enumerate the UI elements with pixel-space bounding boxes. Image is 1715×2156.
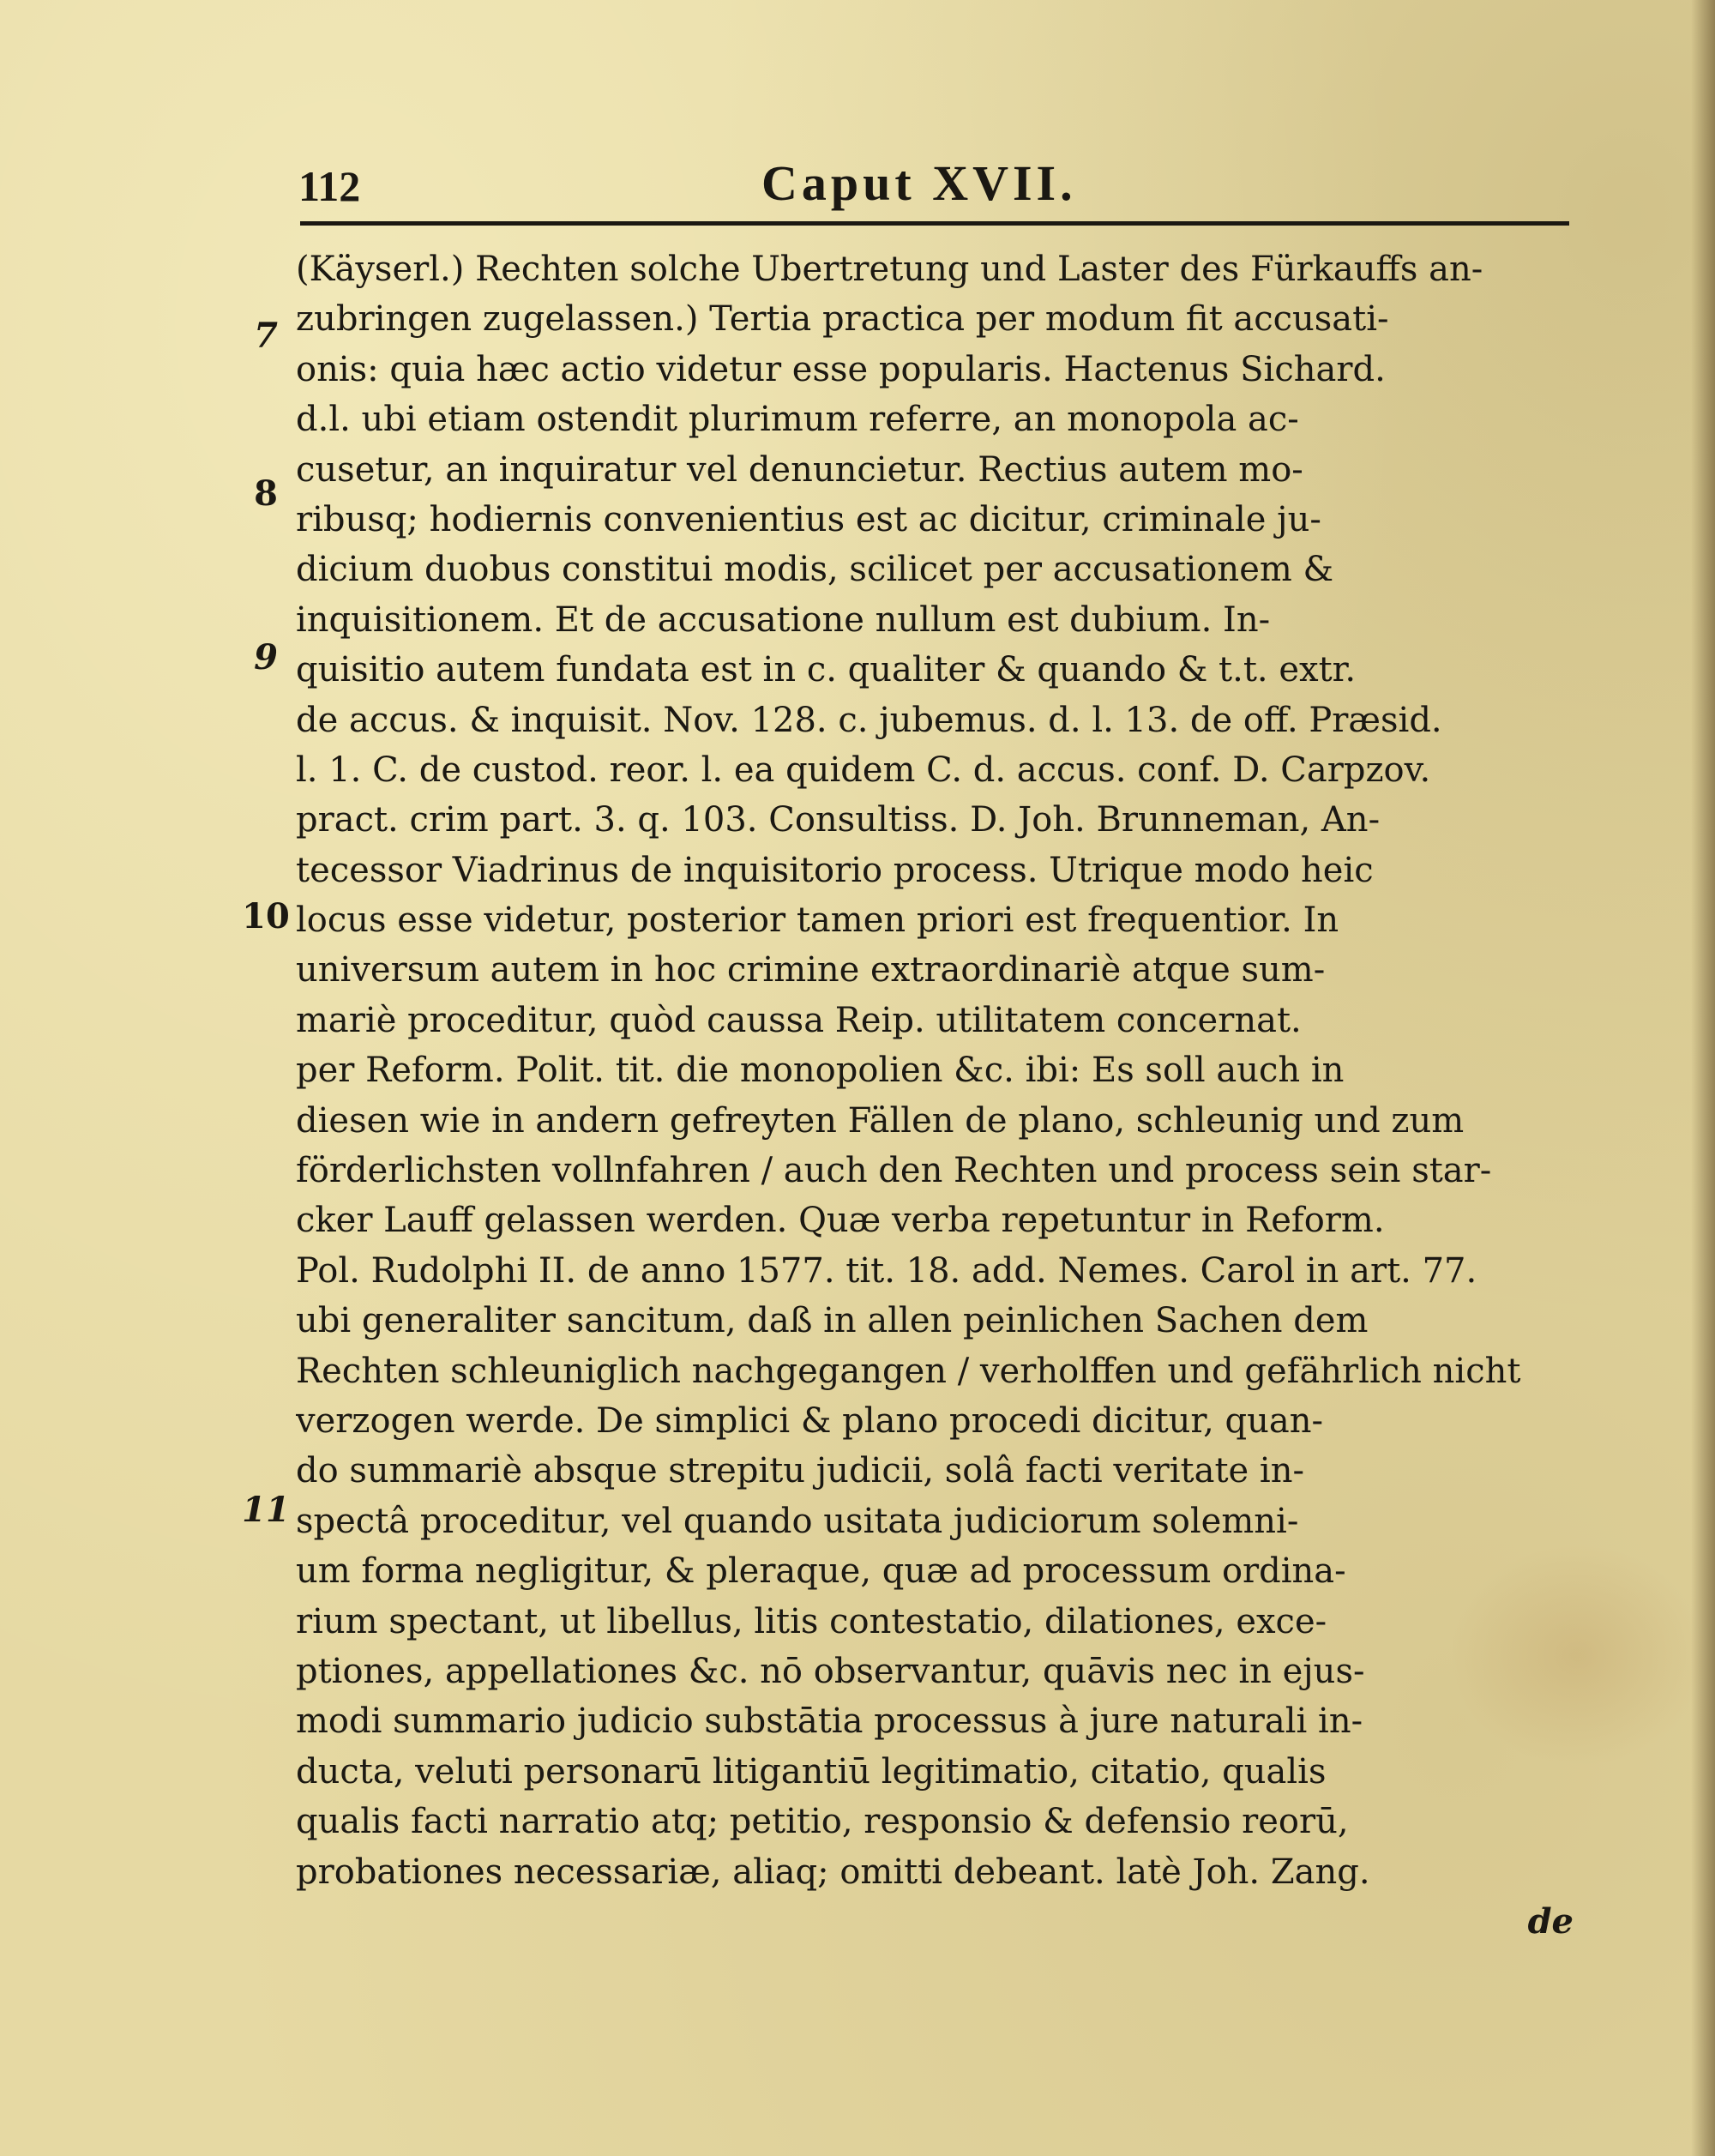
text-line: d.l. ubi etiam ostendit plurimum referre, an monopola ac- <box>296 400 1299 440</box>
margin-number-11: 11 <box>242 1490 290 1530</box>
text-line: l. 1. C. de custod. reor. l. ea quidem C. d. accus. conf. D. Carpzov. <box>296 750 1431 790</box>
text-line: (Käyserl.) Rechten solche Ubertretung und Laster des Fürkauffs an- <box>296 250 1483 289</box>
text-line: probationes necessariæ, aliaq; omitti debeant. latè Joh. Zang. <box>296 1852 1370 1892</box>
page-header <box>298 154 1568 214</box>
text-line: ubi generaliter sancitum, daß in allen peinlichen Sachen dem <box>296 1301 1369 1341</box>
text-line: mariè proceditur, quòd caussa Reip. utilitatem concernat. <box>296 1000 1302 1040</box>
text-line: locus esse videtur, posterior tamen priori est frequentior. In <box>296 900 1339 941</box>
text-line: tecessor Viadrinus de inquisitorio process. Utrique modo heic <box>296 850 1374 890</box>
text-line: per Reform. Polit. tit. die monopolien &c. ibi: Es soll auch in <box>296 1051 1345 1091</box>
text-line: cker Lauff gelassen werden. Quæ verba repetuntur in Reform. <box>296 1201 1385 1241</box>
text-line: universum autem in hoc crimine extraordinariè atque sum- <box>296 950 1326 991</box>
text-line: Pol. Rudolphi II. de anno 1577. tit. 18. add. Nemes. Carol in art. 77. <box>296 1250 1477 1291</box>
text-line: um forma negligitur, & pleraque, quæ ad processum ordina- <box>296 1551 1346 1592</box>
text-line: ducta, veluti personarū litigantiū legitimatio, citatio, qualis <box>296 1751 1327 1792</box>
margin-number-9: 9 <box>254 637 278 678</box>
text-line: de accus. & inquisit. Nov. 128. c. jubemus. d. l. 13. de off. Præsid. <box>296 700 1442 740</box>
text-line: verzogen werde. De simplici & plano procedi dicitur, quan- <box>296 1400 1324 1441</box>
text-line: ribusq; hodiernis convenientius est ac dicitur, criminale ju- <box>296 499 1321 539</box>
text-line: quisitio autem fundata est in c. qualiter & quando & t.t. extr. <box>296 650 1357 690</box>
margin-number-10: 10 <box>242 896 290 936</box>
text-line: förderlichsten vollnfahren / auch den Rechten und process sein star- <box>296 1151 1492 1191</box>
text-line: dicium duobus constitui modis, scilicet per accusationem & <box>296 550 1334 590</box>
text-line: inquisitionem. Et de accusatione nullum est dubium. In- <box>296 599 1271 640</box>
text-line: Rechten schleuniglich nachgegangen / verholffen und gefährlich nicht <box>296 1351 1521 1391</box>
text-line: ptiones, appellationes &c. nō observantur, quāvis nec in ejus- <box>296 1651 1365 1691</box>
text-line: qualis facti narratio atq; petitio, responsio & defensio reorū, <box>296 1802 1349 1842</box>
text-line: zubringen zugelassen.) Tertia practica per modum fit accusati- <box>296 299 1389 340</box>
text-line: onis: quia hæc actio videtur esse popularis. Hactenus Sichard. <box>296 349 1386 389</box>
text-line: pract. crim part. 3. q. 103. Consultiss. D. Joh. Brunneman, An- <box>296 800 1381 840</box>
header-rule <box>300 221 1569 226</box>
text-line: diesen wie in andern gefreyten Fällen de plano, schleunig und zum <box>296 1100 1465 1141</box>
page-edge-shadow <box>1691 0 1715 2156</box>
running-head: Caput XVII. <box>761 155 1077 211</box>
text-line: do summariè absque strepitu judicii, solâ facti veritate in- <box>296 1451 1304 1491</box>
margin-number-8: 8 <box>254 473 278 514</box>
text-line: rium spectant, ut libellus, litis contestatio, dilationes, exce- <box>296 1601 1327 1641</box>
catchword: de <box>1527 1900 1574 1942</box>
body-text <box>296 244 1574 1947</box>
text-line: spectâ proceditur, vel quando usitata judiciorum solemni- <box>296 1501 1299 1541</box>
text-line: cusetur, an inquiratur vel denuncietur. Rectius autem mo- <box>296 449 1303 490</box>
page-number: 112 <box>298 162 361 210</box>
margin-number-7: 7 <box>254 316 278 356</box>
text-line: modi summario judicio substātia processus à jure naturali in- <box>296 1701 1363 1742</box>
